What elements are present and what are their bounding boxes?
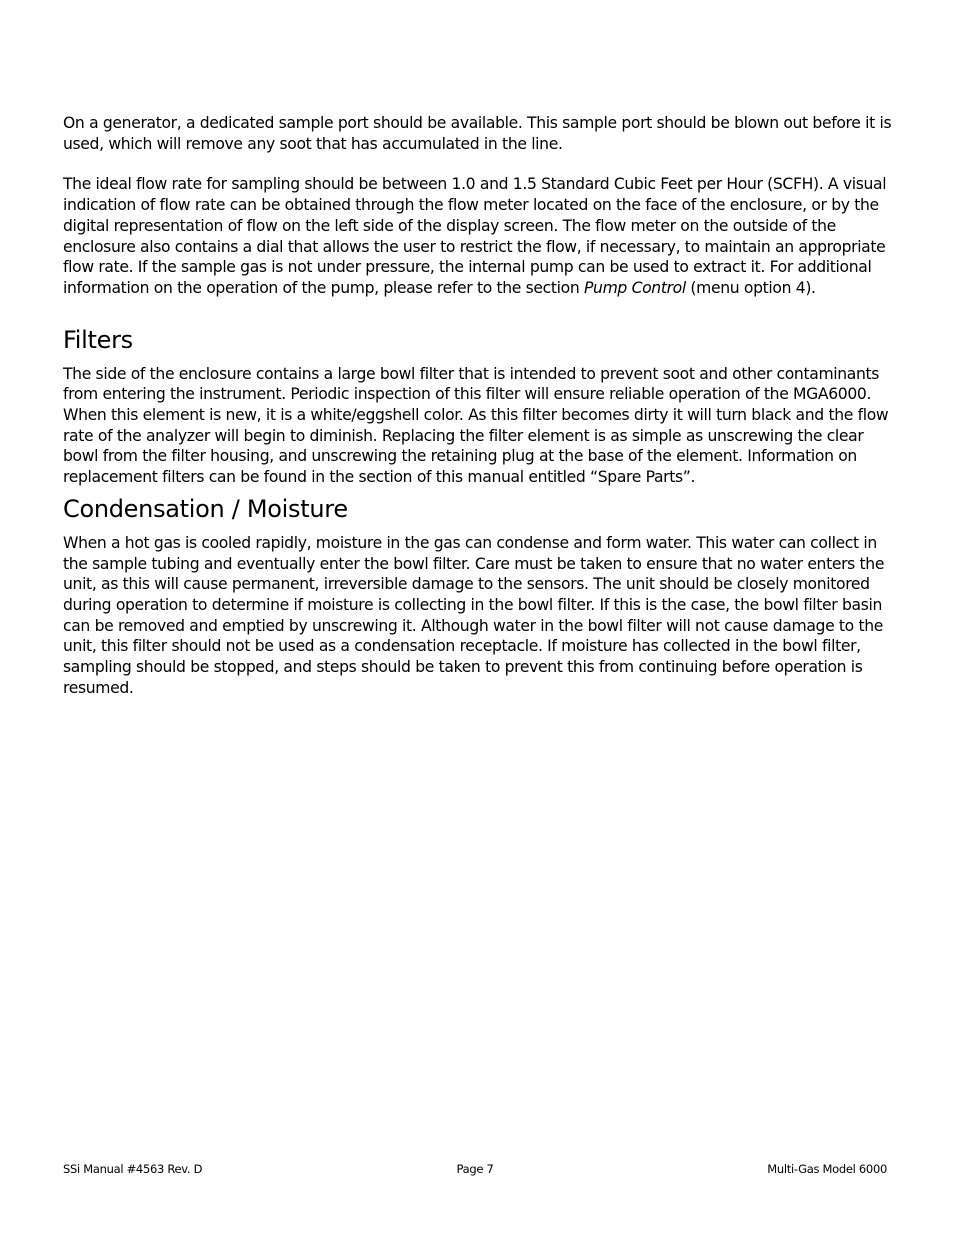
footer-model-name: Multi-Gas Model 6000 xyxy=(767,1162,887,1176)
footer-manual-id: SSi Manual #4563 Rev. D xyxy=(63,1162,203,1176)
condensation-heading: Condensation / Moisture xyxy=(63,494,348,523)
flow-rate-text: The ideal flow rate for sampling should be between 1.0 and 1.5 Standard Cubic Feet per Hour (SCFH). A visual indication of flow rate can be obtained through the flow meter located on the face of the enclosure, or by the digital representation of flow on the left side of the display screen. The flow meter on the outside of the enclosure also contains a dial that allows the user to restrict the flow, if necessary, to maintain an appropriate flow rate. If the sample gas is not under pressure, the internal pump can be used to extract it. For additional information on the operation of the pump, please refer to the section xyxy=(63,175,887,297)
condensation-paragraph: When a hot gas is cooled rapidly, moisture in the gas can condense and form water. This water can collect in the sample tubing and eventually enter the bowl filter. Care must be taken to ensure that no water enters the unit, as this will cause permanent, irreversible damage to the sensors. The unit should be closely monitored during operation to determine if moisture is collecting in the bowl filter. If this is the case, the bowl filter basin can be removed and emptied by unscrewing it. Although water in the bowl filter will not cause damage to the unit, this filter should not be used as a condensation receptacle. If moisture has collected in the bowl filter, sampling should be stopped, and steps should be taken to prevent this from continuing before operation is resumed. xyxy=(63,533,885,697)
flow-rate-text-end: (menu option 4). xyxy=(685,278,816,297)
page-footer xyxy=(63,1162,887,1178)
sample-port-paragraph: On a generator, a dedicated sample port should be available. This sample port should be blown out before it is used, which will remove any soot that has accumulated in the line. xyxy=(63,114,892,153)
filters-heading: Filters xyxy=(63,325,133,354)
footer-page-number: Page 7 xyxy=(456,1162,494,1176)
filters-paragraph: The side of the enclosure contains a large bowl filter that is intended to prevent soot and other contaminants from entering the instrument. Periodic inspection of this filter will ensure reliable operation of the MGA6000. When this element is new, it is a white/eggshell color. As this filter becomes dirty it will turn black and the flow rate of the analyzer will begin to diminish. Replacing the filter element is as simple as unscrewing the clear bowl from the filter housing, and unscrewing the retaining plug at the base of the element. Information on replacement filters can be found in the section of this manual entitled “Spare Parts”. xyxy=(63,364,889,487)
page-content xyxy=(63,113,893,698)
pump-control-reference: Pump Control xyxy=(583,278,686,297)
flow-rate-paragraph xyxy=(63,174,893,298)
